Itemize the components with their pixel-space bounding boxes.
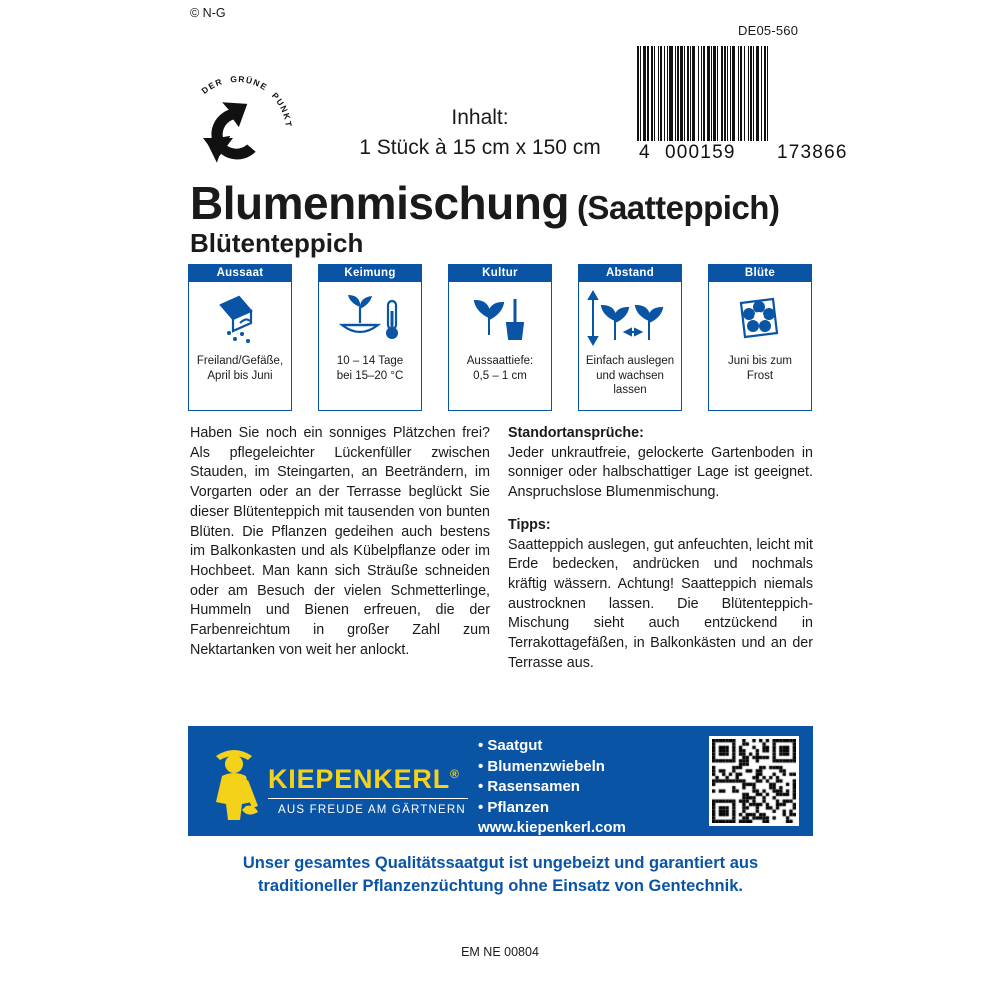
list-item: • Saatgut	[478, 736, 688, 757]
barcode	[637, 46, 887, 166]
product-name: Blumenmischung	[190, 177, 569, 229]
content-label: Inhalt:	[451, 106, 509, 129]
sprout-thermometer-icon	[319, 286, 421, 354]
seedling-spade-icon	[449, 286, 551, 354]
qr-code[interactable]	[709, 736, 799, 826]
footer-code: EM NE 00804	[461, 945, 539, 959]
brand-slogan: AUS FREUDE AM GÄRTNERN	[278, 804, 466, 816]
brand-name-text: KIEPENKERL	[268, 764, 451, 794]
tips-heading: Tipps:	[508, 516, 551, 533]
article-number: DE05-560	[738, 23, 799, 38]
info-card-body	[578, 282, 682, 411]
page-title	[190, 176, 779, 230]
registered-mark: ®	[450, 767, 460, 781]
flower-icon	[709, 286, 811, 354]
info-card-body	[708, 282, 812, 411]
kiepenkerl-logo	[206, 736, 486, 826]
info-card-body	[448, 282, 552, 411]
info-card-kultur	[448, 264, 552, 412]
info-card-aussaat	[188, 264, 292, 412]
barcode-digit-first: 4	[639, 142, 651, 163]
product-subtitle: Blütenteppich	[190, 228, 364, 258]
barcode-bars	[637, 46, 887, 141]
barcode-digit-right-group: 173866	[777, 142, 848, 163]
info-card-caption: Juni bis zum Frost	[728, 355, 792, 382]
plant-spacing-icon	[579, 286, 681, 354]
info-card-header: Aussaat	[188, 264, 292, 282]
gruener-punkt-icon	[178, 72, 296, 190]
list-item: • Pflanzen	[478, 798, 688, 819]
description-text: Haben Sie noch ein sonniges Plätzchen frei? Als pflegeleichter Lückenfüller zwischen Stauden, im Steingarten, an Beeträndern, im Vorgarten oder an der Terrasse beglückt Sie dieser Blütenteppich mit tausenden von bunten Blüten. Die Pflanzen gedeihen auch bestens im Balkonkasten und als Kübelpflanze oder im Hochbeet. Man kann sich Sträuße schneiden oder am Besuch der vielen Schmetterlinge, Hummeln und Bienen erfreuen, die der Farbenreichtum in großer Zahl zum Nektartanken von weit her anlockt.	[190, 425, 490, 658]
info-card-body	[318, 282, 422, 411]
list-item: • Rasensamen	[478, 777, 688, 798]
product-category-list	[478, 736, 688, 839]
content-amount	[330, 103, 630, 164]
gruener-punkt-label: D E R G R Ü N E P U N K T	[199, 73, 294, 128]
care-instructions	[508, 424, 813, 674]
quality-claim	[188, 852, 813, 898]
brand-name	[268, 764, 460, 795]
content-value: 1 Stück à 15 cm x 150 cm	[359, 136, 601, 160]
site-requirements-body: Jeder unkrautfreie, gelockerte Gartenboden in sonniger oder halbschattiger Lage ist geeignet. Anspruchslose Blumenmischung.	[508, 444, 813, 501]
info-card-caption: 10 – 14 Tage bei 15–20 °C	[336, 355, 404, 382]
copyright-notice: © N-G	[190, 6, 226, 20]
info-card-keimung	[318, 264, 422, 412]
info-card-caption: Aussaattiefe: 0,5 – 1 cm	[466, 355, 534, 382]
kiepenkerl-figure-icon	[206, 740, 262, 822]
info-card-header: Blüte	[708, 264, 812, 282]
site-requirements-heading: Standortansprüche:	[508, 425, 644, 441]
spacer	[508, 503, 813, 516]
barcode-digit-left-group: 000159	[665, 142, 736, 163]
seed-packet-icon	[189, 286, 291, 354]
info-card-caption: Freiland/Gefäße, April bis Juni	[196, 355, 284, 382]
list-item: • Blumenzwiebeln	[478, 757, 688, 778]
quality-claim-line-1: Unser gesamtes Qualitätssaatgut ist ungebeizt und garantiert aus	[242, 854, 759, 872]
website-url[interactable]: www.kiepenkerl.com	[478, 819, 626, 837]
info-card-bluete	[708, 264, 812, 412]
tips-body: Saatteppich auslegen, gut anfeuchten, leicht mit Erde bedecken, andrücken und nochmals kräftig wässern. Achtung! Saatteppich niemals austrocknen lassen. Die Blütenteppich-Mischung sieht auch entzückend in Terrakottagefäßen, in Balkonkästen und an der Terrasse aus.	[508, 536, 813, 671]
info-card-header: Kultur	[448, 264, 552, 282]
info-card-abstand	[578, 264, 682, 412]
info-card-header: Keimung	[318, 264, 422, 282]
info-card-body	[188, 282, 292, 411]
logo-divider	[268, 798, 468, 799]
product-name-suffix: (Saatteppich)	[576, 189, 780, 226]
brand-panel	[188, 726, 813, 836]
info-card-header: Abstand	[578, 264, 682, 282]
info-icon-row	[188, 264, 813, 412]
info-card-caption: Einfach auslegen und wachsen lassen	[585, 355, 675, 397]
quality-claim-line-2: traditioneller Pflanzenzüchtung ohne Einsatz von Gentechnik.	[258, 877, 743, 896]
